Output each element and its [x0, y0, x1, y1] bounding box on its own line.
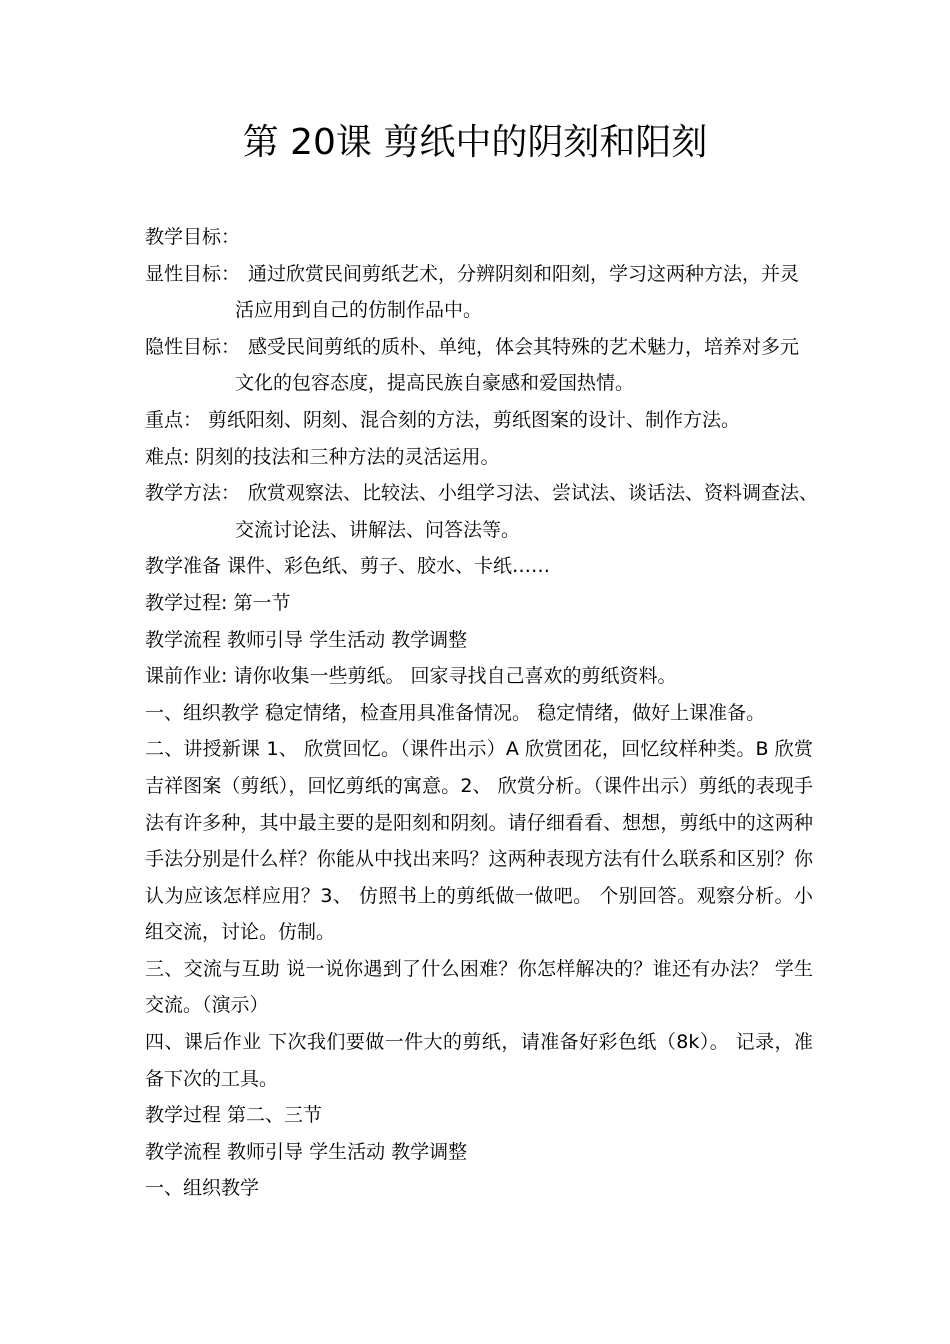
teaching-flow-2: 教学流程 教师引导 学生活动 教学调整	[145, 1140, 468, 1163]
page-title: 第 20课 剪纸中的阴刻和阳刻	[242, 122, 708, 163]
key-points: 重点： 剪纸阳刻、阴刻、混合刻的方法，剪纸图案的设计、制作方法。	[145, 408, 741, 431]
teaching-methods-text: 欣赏观察法、比较法、小组学习法、尝试法、谈话法、资料调查法、	[248, 482, 819, 505]
step-organize-2: 一、组织教学	[145, 1177, 260, 1200]
explicit-objective-label: 显性目标：	[145, 262, 241, 285]
step-organize: 一、组织教学 稳定情绪，检查用具准备情况。 稳定情绪，做好上课准备。	[145, 701, 766, 724]
teaching-methods-line-1	[145, 475, 819, 512]
pre-class-homework: 课前作业: 请你收集一些剪纸。 回家寻找自己喜欢的剪纸资料。	[145, 665, 677, 688]
step-homework: 四、课后作业 下次我们要做一件大的剪纸，请准备好彩色纸（8k）。 记录，准备下次的工具。	[145, 1031, 813, 1090]
teaching-process-1: 教学过程: 第一节	[145, 591, 291, 614]
implicit-objective-label: 隐性目标：	[145, 335, 241, 358]
implicit-objective-line-2: 文化的包容态度，提高民族自豪感和爱国热情。	[235, 372, 635, 395]
step-new-lesson: 二、讲授新课 1、 欣赏回忆。（课件出示）A 欣赏团花，回忆纹样种类。B 欣赏吉祥图案（剪纸），回忆剪纸的寓意。2、 欣赏分析。（课件出示）剪纸的表现手法有许多种，其中最主要的是阳刻和阴刻。请仔细看看、想想，剪纸中的这两种手法分别是什么样？你能从中找出来吗？这两种表现方法有什么联系和区别？你认为应该怎样应用？3、 仿照书上的剪纸做一做吧。 个别回答。观察分析。小组交流，讨论。仿制。	[145, 738, 813, 944]
teaching-methods-line-2: 交流讨论法、讲解法、问答法等。	[235, 518, 521, 541]
teaching-preparation: 教学准备 课件、彩色纸、剪子、胶水、卡纸……	[145, 555, 551, 578]
implicit-objective-text: 感受民间剪纸的质朴、单纯，体会其特殊的艺术魅力，培养对多元	[248, 335, 800, 358]
teaching-process-2: 教学过程 第二、三节	[145, 1104, 323, 1127]
explicit-objective-text: 通过欣赏民间剪纸艺术，分辨阴刻和阳刻，学习这两种方法，并灵	[248, 262, 800, 285]
difficulty: 难点: 阴刻的技法和三种方法的灵活运用。	[145, 445, 500, 468]
explicit-objective-line-2: 活应用到自己的仿制作品中。	[235, 299, 483, 322]
implicit-objective-line-1	[145, 329, 813, 366]
explicit-objective-line-1	[145, 256, 813, 293]
teaching-flow-1: 教学流程 教师引导 学生活动 教学调整	[145, 628, 468, 651]
document-body	[145, 219, 819, 1207]
teaching-methods-label: 教学方法：	[145, 482, 241, 505]
step-exchange: 三、交流与互助 说一说你遇到了什么困难？你怎样解决的？谁还有办法？ 学生交流。（演示）	[145, 957, 813, 1017]
objectives-heading: 教学目标：	[145, 226, 241, 248]
